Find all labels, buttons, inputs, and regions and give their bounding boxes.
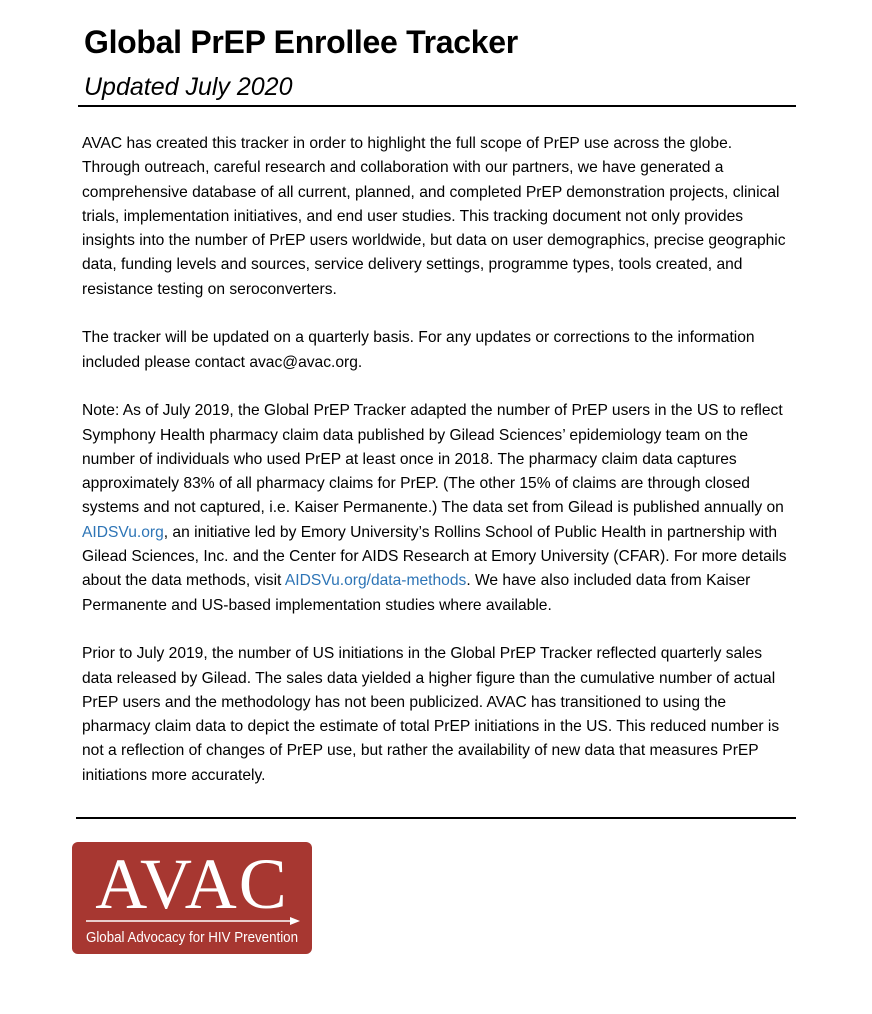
aidsvu-link[interactable]: AIDSVu.org	[82, 523, 164, 541]
note-text-part-1: Note: As of July 2019, the Global PrEP Tracker adapted the number of PrEP users in the US to reflect Symphony Health pharmacy claim data published by Gilead Sciences’ epidemiology team on the number of individuals who used PrEP at least once in 2018. The pharmacy claim data captures approximately 83% of all pharmacy claims for PrEP. (The other 15% of claims are through closed systems and not captured, i.e. Kaiser Permanente.) The data set from Gilead is published annually on	[82, 402, 784, 517]
logo-arrow-icon	[86, 916, 302, 926]
logo-tagline: Global Advocacy for HIV Prevention	[85, 930, 299, 946]
document-body	[82, 132, 794, 812]
intro-paragraph: AVAC has created this tracker in order to highlight the full scope of PrEP use across the globe. Through outreach, careful research and collaboration with our partners, we have generated a comprehensive database of all current, planned, and completed PrEP demonstration projects, clinical trials, implementation initiatives, and end user studies. This tracking document not only provides insights into the number of PrEP users worldwide, but data on user demographics, precise geographic data, funding levels and sources, service delivery settings, programme types, tools created, and resistance testing on seroconverters.	[82, 135, 786, 298]
note-text-part-2: , an initiative led by Emory University’s Rollins School of Public Health in partnership with Gilead Sciences, Inc. and the Center for AIDS Research at Emory University (CFAR). For more details about the data methods, visit	[82, 523, 787, 590]
prior-paragraph: Prior to July 2019, the number of US initiations in the Global PrEP Tracker reflected quarterly sales data released by Gilead. The sales data yielded a higher figure than the cumulative number of actual PrEP users and the methodology has not been publicized. AVAC has transitioned to using the pharmacy claim data to depict the estimate of total PrEP initiations in the US. This reduced number is not a reflection of changes of PrEP use, but rather the availability of new data that measures PrEP initiations more accurately.	[82, 645, 780, 784]
note-paragraph	[82, 399, 794, 618]
footer-divider	[76, 817, 796, 819]
update-paragraph: The tracker will be updated on a quarterly basis. For any updates or corrections to the information included please contact avac@avac.org.	[82, 329, 755, 371]
avac-logo	[72, 842, 312, 954]
logo-wordmark: AVAC	[95, 844, 289, 924]
header-divider	[78, 105, 796, 107]
page-title: Global PrEP Enrollee Tracker	[84, 24, 518, 60]
note-text-part-3: . We have also included data from Kaiser Permanente and US-based implementation studies where available.	[82, 572, 751, 614]
aidsvu-data-methods-link[interactable]: AIDSVu.org/data-methods	[284, 572, 467, 590]
page-subtitle-date: Updated July 2020	[84, 73, 293, 101]
